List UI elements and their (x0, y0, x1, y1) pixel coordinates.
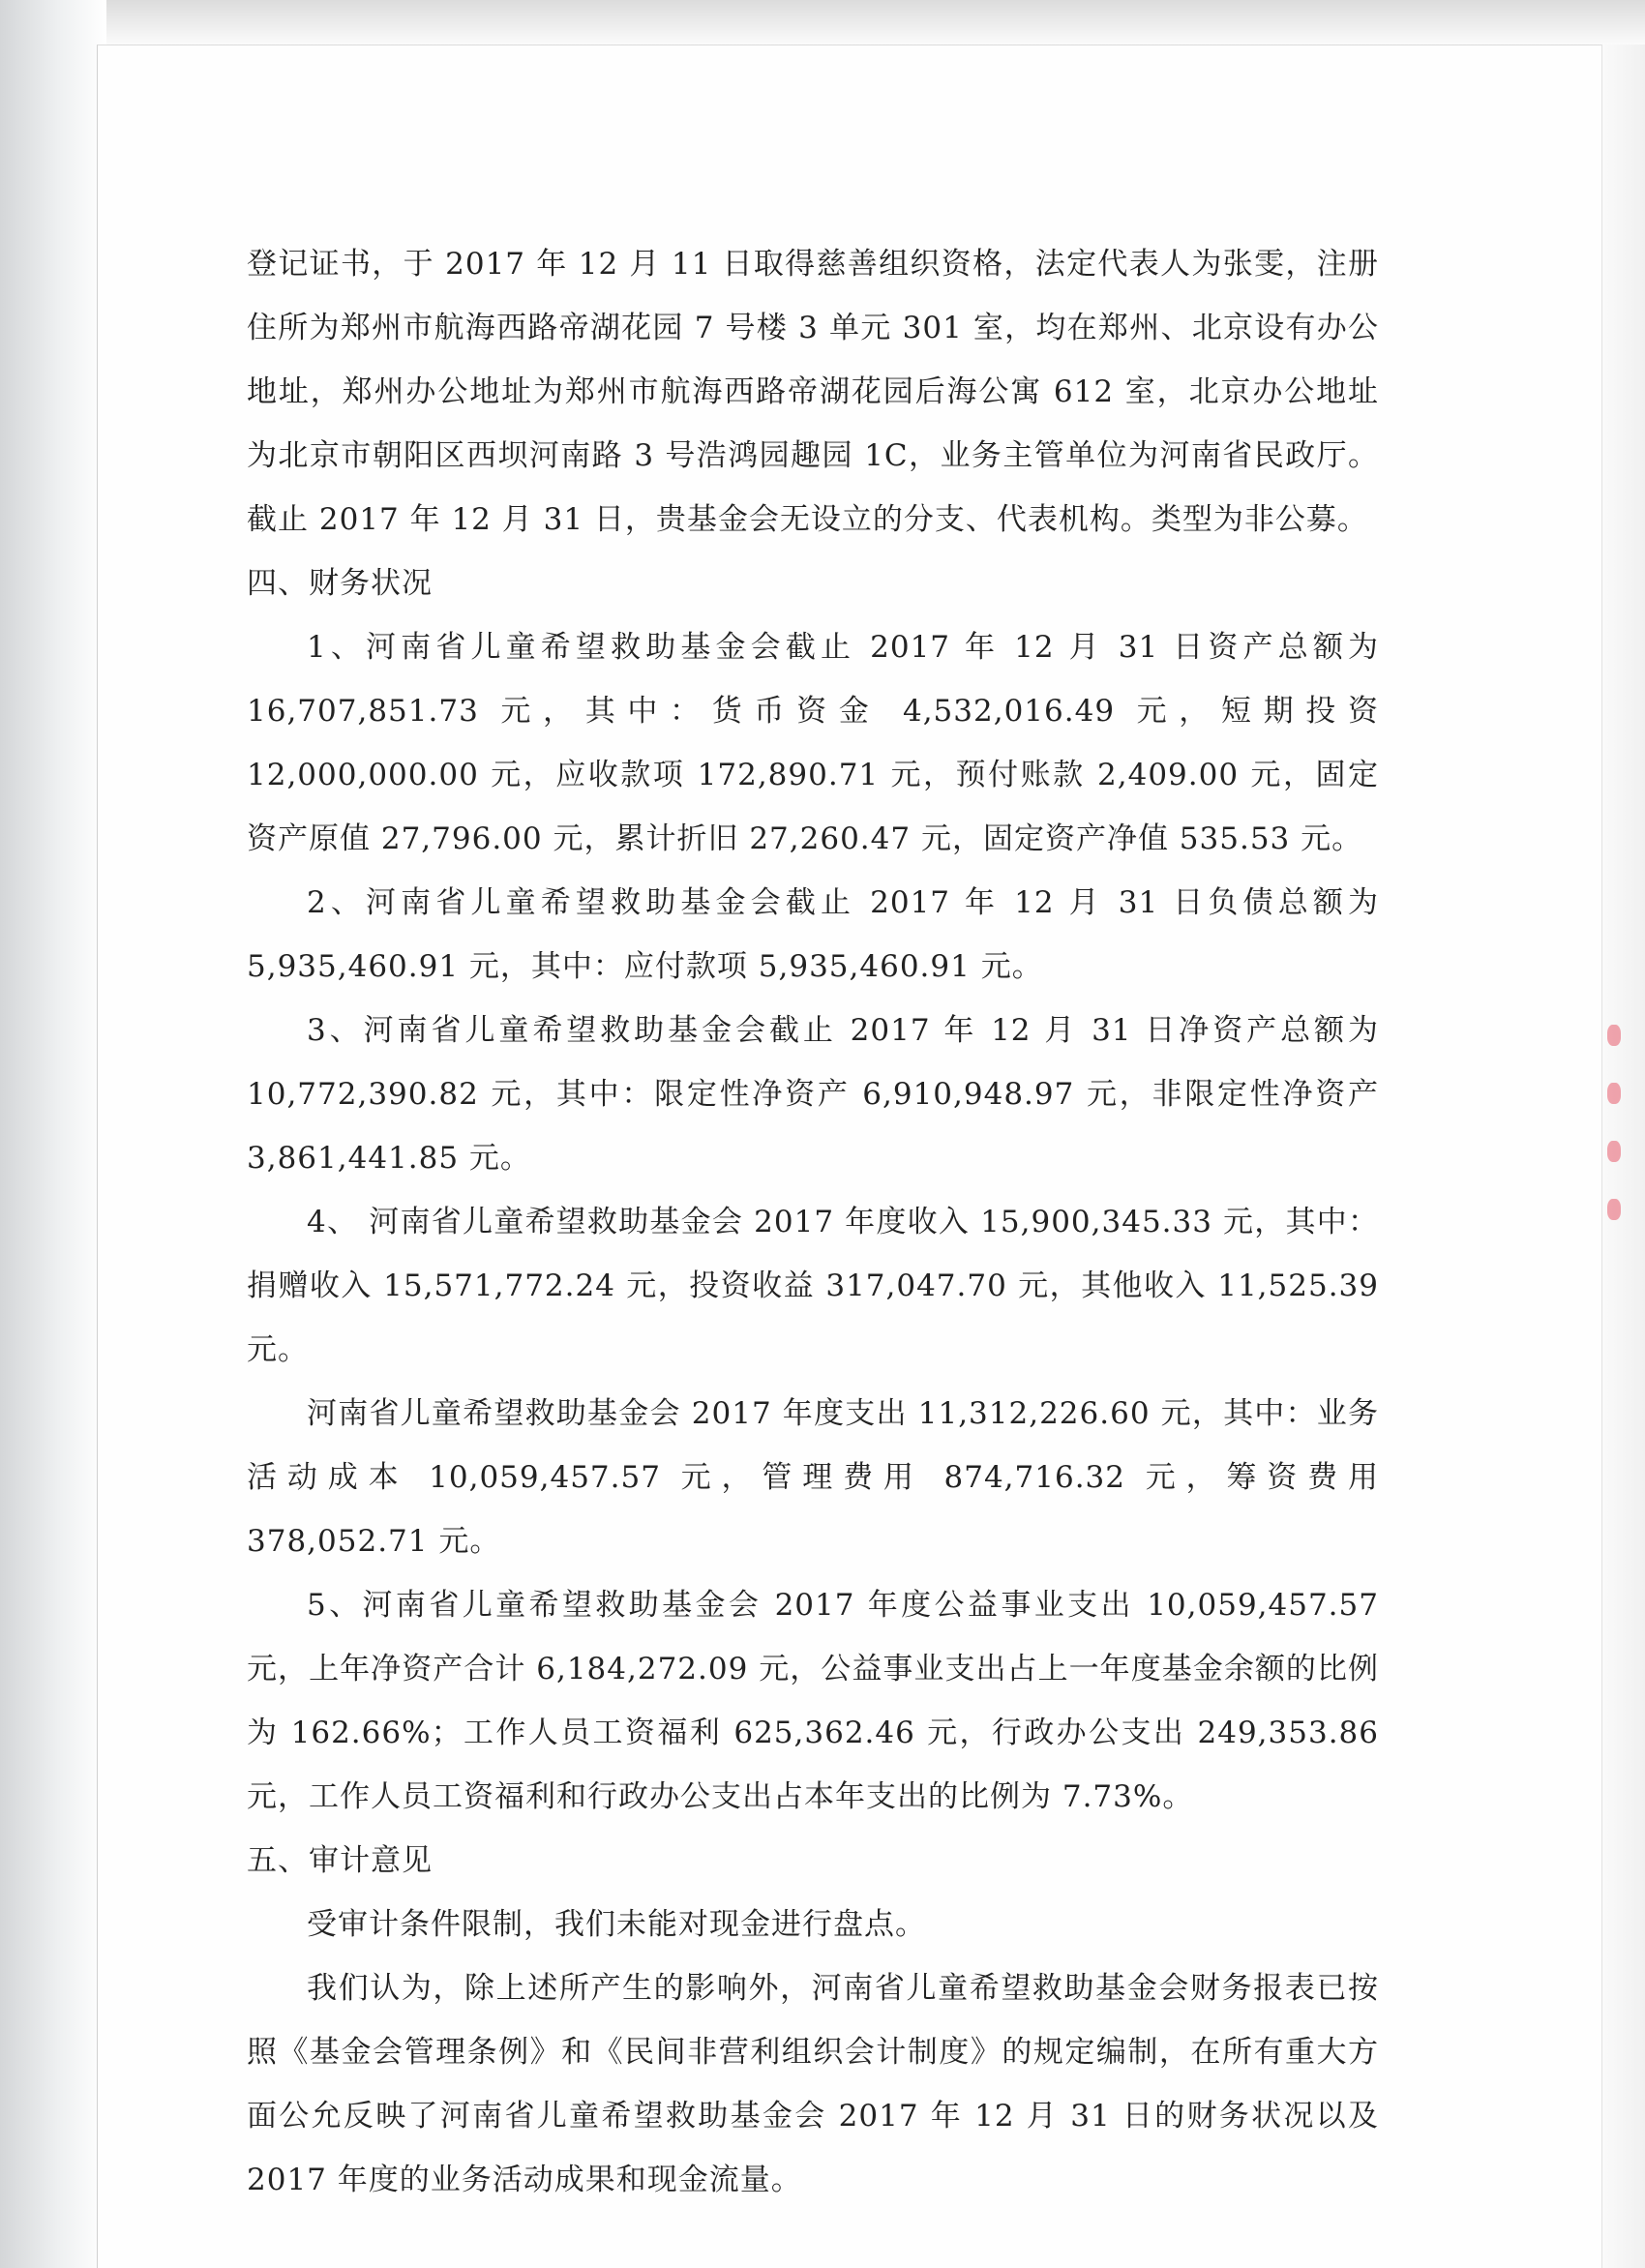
seal-mark (1607, 1083, 1621, 1104)
section-four-heading: 四、财务状况 (247, 566, 433, 601)
seal-mark (1607, 1199, 1621, 1220)
finance-item-2: 2、河南省儿童希望救助基金会截止 2017 年 12 月 31 日负债总额为 5,935,460.91 元，其中：应付款项 5,935,460.91 元。 (247, 885, 1379, 984)
scan-left-shadow (0, 0, 106, 2268)
seal-mark (1607, 1141, 1621, 1162)
opinion-limitation: 受审计条件限制，我们未能对现金进行盘点。 (307, 1907, 926, 1942)
finance-item-5: 5、河南省儿童希望救助基金会 2017 年度公益事业支出 10,059,457.57 元，上年净资产合计 6,184,272.09 元，公益事业支出占上一年度基金余额的比例为 162.66%；工作人员工资福利 625,362.46 元，行政办公支出 249,353.86 元，工作人员工资福利和行政办公支出占本年支出的比例为 7.73%。 (247, 1588, 1379, 1814)
section-five-heading: 五、审计意见 (247, 1843, 433, 1878)
finance-item-1: 1、河南省儿童希望救助基金会截止 2017 年 12 月 31 日资产总额为 16,707,851.73 元，其中：货币资金 4,532,016.49 元，短期投资 12,000,000.00 元，应收款项 172,890.71 元，预付账款 2,409.00 元，固定资产原值 27,796.00 元，累计折旧 27,260.47 元，固定资产净值 535.53 元。 (247, 630, 1379, 856)
continuation-paragraph: 登记证书，于 2017 年 12 月 11 日取得慈善组织资格，法定代表人为张雯，注册住所为郑州市航海西路帝湖花园 7 号楼 3 单元 301 室，均在郑州、北京设有办公地址，郑州办公地址为郑州市航海西路帝湖花园后海公寓 612 室，北京办公地址为北京市朝阳区西坝河南路 3 号浩鸿园趣园 1C，业务主管单位为河南省民政厅。截止 2017 年 12 月 31 日，贵基金会无设立的分支、代表机构。类型为非公募。 (247, 247, 1379, 537)
scan-top-shadow (0, 0, 1645, 50)
finance-item-3: 3、河南省儿童希望救助基金会截止 2017 年 12 月 31 日净资产总额为 10,772,390.82 元，其中：限定性净资产 6,910,948.97 元，非限定性净资产 3,861,441.85 元。 (247, 1013, 1379, 1176)
document-body (247, 232, 1379, 2212)
opinion-conclusion: 我们认为，除上述所产生的影响外，河南省儿童希望救助基金会财务报表已按照《基金会管理条例》和《民间非营利组织会计制度》的规定编制，在所有重大方面公允反映了河南省儿童希望救助基金会 2017 年 12 月 31 日的财务状况以及 2017 年度的业务活动成果和现金流量。 (247, 1971, 1379, 2197)
seal-mark (1607, 1025, 1621, 1046)
finance-item-4: 4、 河南省儿童希望救助基金会 2017 年度收入 15,900,345.33 元，其中：捐赠收入 15,571,772.24 元，投资收益 317,047.70 元，其他收入 11,525.39 元。 (247, 1205, 1379, 1367)
seal-stamp-fragment (1595, 1006, 1633, 1238)
finance-expense-paragraph: 河南省儿童希望救助基金会 2017 年度支出 11,312,226.60 元，其中：业务活动成本 10,059,457.57 元，管理费用 874,716.32 元，筹资费用 378,052.71 元。 (247, 1396, 1379, 1559)
